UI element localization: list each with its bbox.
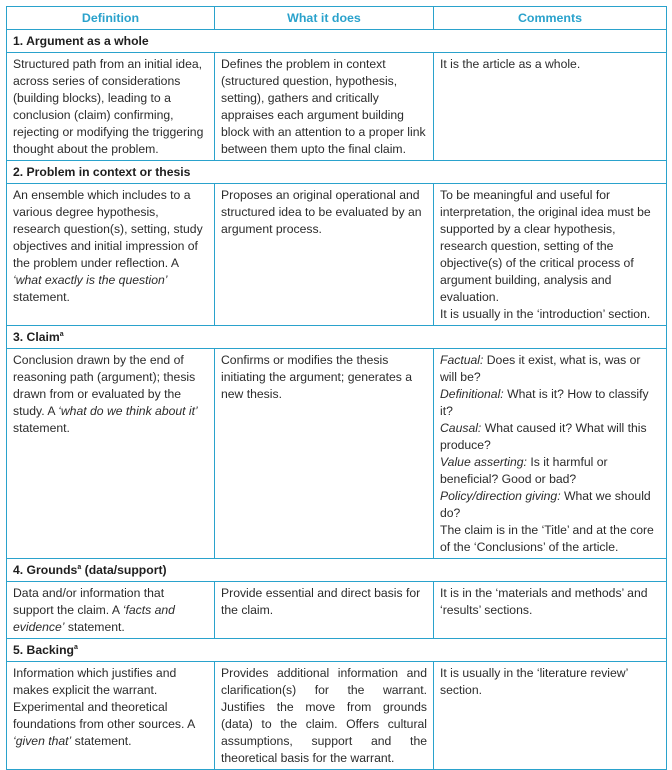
comments-cell: It is in the ‘materials and methods’ and ‘results’ sections. <box>434 582 667 639</box>
what-it-does-cell: Proposes an original operational and structured idea to be evaluated by an argument process. <box>215 184 434 326</box>
section-title <box>7 326 667 349</box>
definition-cell: Structured path from an initial idea, across series of considerations (building blocks), leading to a conclusion (claim) confirming, rejecting or modifying the triggering thought about the problem. <box>7 53 215 161</box>
claim-type-text: Is it harmful or beneficial? Good or bad? <box>440 455 608 486</box>
claim-type-text: What we should do? <box>440 489 651 520</box>
section-title: 1. Argument as a whole <box>7 30 667 53</box>
table-row <box>7 184 667 326</box>
claim-type-text: What is it? How to classify it? <box>440 387 649 418</box>
comments-cell: It is the article as a whole. <box>434 53 667 161</box>
claim-type-label: Factual: <box>440 353 484 367</box>
definition-italic-phrase: ‘facts and evidence’ <box>13 603 175 634</box>
claim-type-definitional <box>440 386 660 420</box>
section-title-text: 4. Grounds <box>13 563 78 577</box>
definition-cell <box>7 662 215 770</box>
claim-type-factual <box>440 352 660 386</box>
section-title-row <box>7 161 667 184</box>
claim-type-value-asserting <box>440 454 660 488</box>
footnote-marker: a <box>59 331 64 338</box>
what-it-does-cell: Provides additional information and clarification(s) for the warrant. Justifies the move from grounds (data) to the claim. Offers cultural assumptions, support and the theoretical basis for the warrant. <box>215 662 434 770</box>
section-title-text: 3. Claim <box>13 330 60 344</box>
definition-text-end: statement. <box>64 620 125 634</box>
header-row <box>7 7 667 30</box>
what-it-does-cell: Defines the problem in context (structured question, hypothesis, setting), gathers and critically appraises each argument building block with an attention to a proper link between them upto the final claim. <box>215 53 434 161</box>
footnote-marker: a <box>77 564 82 571</box>
column-header-what-it-does: What it does <box>215 7 434 30</box>
table-row <box>7 53 667 161</box>
definition-text: Conclusion drawn by the end of reasoning path (argument); thesis drawn from or evaluated by the study. A <box>13 353 196 418</box>
claim-type-text: What caused it? What will this produce? <box>440 421 647 452</box>
claim-type-label: Causal: <box>440 421 482 435</box>
section-title-row <box>7 326 667 349</box>
definition-text-end: statement. <box>13 421 70 435</box>
comments-cell <box>434 184 667 326</box>
section-title <box>7 639 667 662</box>
what-it-does-cell: Provide essential and direct basis for the claim. <box>215 582 434 639</box>
definition-italic-phrase: ‘what do we think about it’ <box>58 404 198 418</box>
definition-cell <box>7 349 215 559</box>
table-row <box>7 662 667 770</box>
definition-text: Data and/or information that support the claim. A <box>13 586 165 617</box>
comment-line: The claim is in the ‘Title’ and at the core of the ‘Conclusions’ of the article. <box>440 523 654 554</box>
definition-text: An ensemble which includes to a various degree hypothesis, research question(s), setting, study objectives and initial impression of the problem under reflection. A <box>13 188 203 270</box>
claim-type-text: Does it exist, what is, was or will be? <box>440 353 641 384</box>
claim-type-causal <box>440 420 660 454</box>
section-title <box>7 559 667 582</box>
comments-cell <box>434 349 667 559</box>
section-title-row <box>7 559 667 582</box>
definition-italic-phrase: ‘given that’ <box>13 734 72 748</box>
comment-line: It is usually in the ‘introduction’ section. <box>440 307 651 321</box>
claim-type-label: Policy/direction giving: <box>440 489 561 503</box>
column-header-comments: Comments <box>434 7 667 30</box>
claim-type-label: Definitional: <box>440 387 504 401</box>
definition-text-end: statement. <box>71 734 132 748</box>
table-row <box>7 349 667 559</box>
table-row <box>7 582 667 639</box>
column-header-definition: Definition <box>7 7 215 30</box>
section-title-row <box>7 30 667 53</box>
section-title-suffix: (data/support) <box>81 563 167 577</box>
section-title-row <box>7 639 667 662</box>
footnote-marker: a <box>73 644 78 651</box>
argument-components-table <box>6 6 667 770</box>
definition-cell <box>7 184 215 326</box>
comments-cell: It is usually in the ‘literature review’ section. <box>434 662 667 770</box>
definition-text: Information which justifies and makes explicit the warrant. Experimental and theoretical foundations from other sources. A <box>13 666 195 731</box>
claim-type-policy <box>440 488 660 522</box>
definition-text-end: statement. <box>13 290 70 304</box>
claim-type-label: Value asserting: <box>440 455 527 469</box>
what-it-does-cell: Confirms or modifies the thesis initiating the argument; generates a new thesis. <box>215 349 434 559</box>
section-title-text: 5. Backing <box>13 643 74 657</box>
comment-line: To be meaningful and useful for interpretation, the original idea must be supported by a clear hypothesis, research question, setting of the objective(s) of the critical process of argument building, analysis and evaluation. <box>440 188 651 304</box>
section-title: 2. Problem in context or thesis <box>7 161 667 184</box>
definition-italic-phrase: ‘what exactly is the question’ <box>13 273 168 287</box>
definition-cell <box>7 582 215 639</box>
